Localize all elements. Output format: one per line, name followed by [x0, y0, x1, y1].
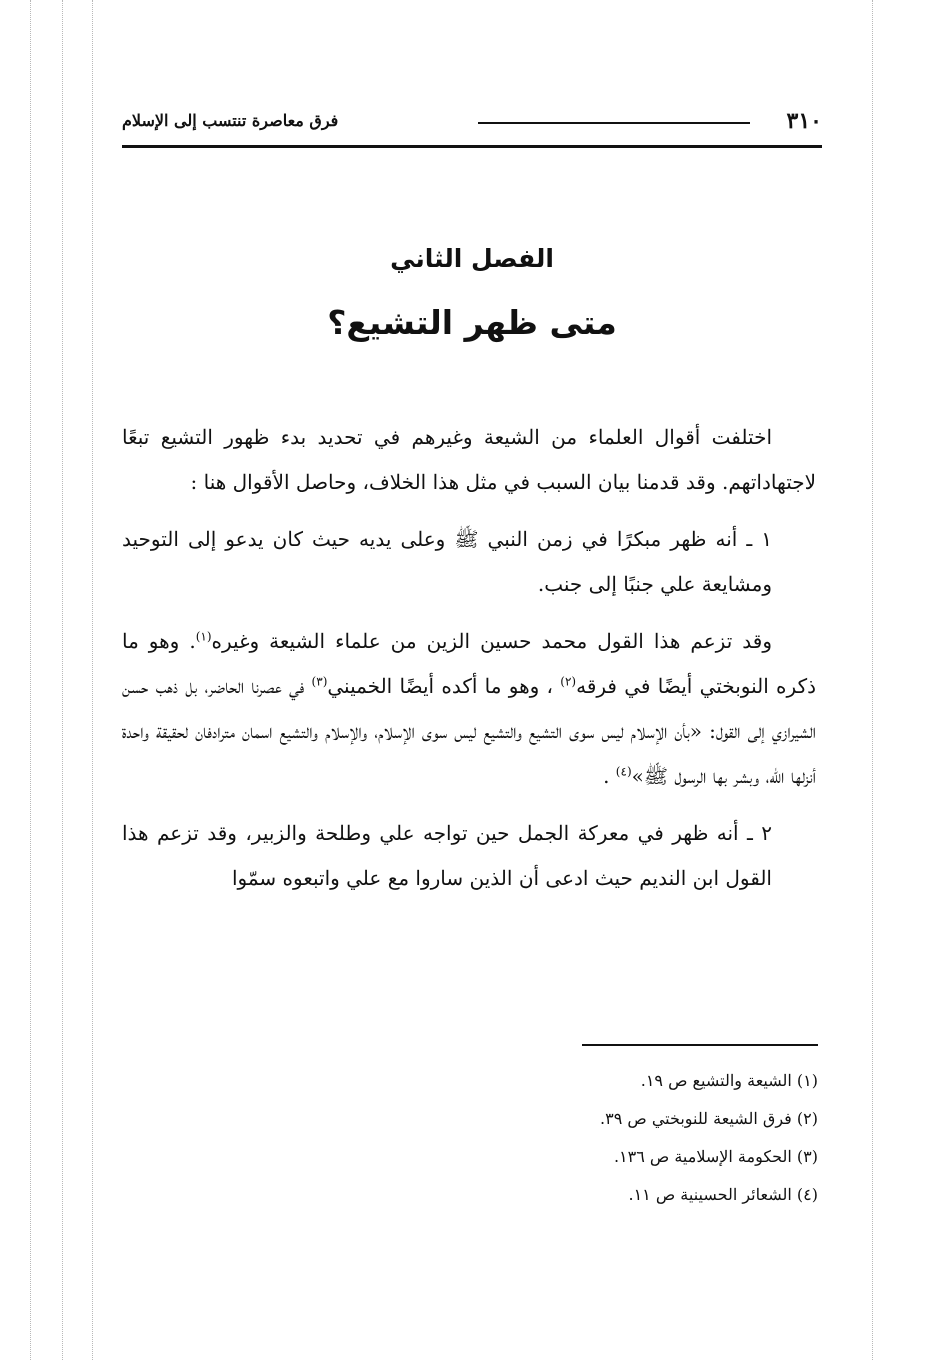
page-header — [122, 108, 822, 136]
paragraph-proponents-part5: . — [603, 764, 610, 788]
paragraph-proponents-part4: في عصرنا الحاضر، بل ذهب حسن الشيرازي إلى القول: «بأن الإسلام ليس سوى التشيع والتشيع ليس سوى الإسلام، والإسلام والتشيع اسمان مترادفان لحقيقة واحدة أنزلها الله، وبشر بها الرسول ﷺ» — [122, 674, 816, 788]
scan-dotted-line-left-outer — [30, 0, 31, 1360]
footnote-ref-1[interactable]: (١) — [195, 629, 212, 644]
footnote-3: (٣) الحكومة الإسلامية ص ١٣٦. — [613, 1147, 818, 1166]
paragraph-proponents-part3: ، وهو ما أكده أيضًا الخميني — [327, 674, 553, 698]
header-dash-line — [478, 122, 750, 124]
paragraph-proponents-part2: . وهو ما ذكره النوبختي أيضًا في فرقه — [122, 629, 816, 698]
running-title: فرق معاصرة تنتسب إلى الإسلام — [122, 111, 339, 130]
footnote-ref-3[interactable]: (٣) — [311, 674, 328, 689]
scan-dotted-line-left-margin — [92, 0, 93, 1360]
paragraph-point-2: ٢ ـ أنه ظهر في معركة الجمل حين تواجه علي وطلحة والزبير، وقد تزعم هذا القول ابن النديم حيث ادعى أن الذين ساروا مع علي واتبعوه سمّوا — [122, 821, 772, 890]
footnote-ref-2[interactable]: (٢) — [560, 674, 577, 689]
chapter-title: متى ظهر التشيع؟ — [327, 303, 617, 342]
footnote-1: (١) الشيعة والتشيع ص ١٩. — [640, 1071, 818, 1090]
footnotes — [122, 1062, 818, 1214]
scan-dotted-line-left-inner — [62, 0, 63, 1360]
page-number: ٣١٠ — [786, 108, 822, 134]
body-text — [122, 415, 816, 913]
chapter-label: الفصل الثاني — [390, 244, 554, 273]
paragraph-proponents-part1: وقد تزعم هذا القول محمد حسين الزين من علماء الشيعة وغيره — [211, 629, 772, 653]
paragraph-point-1: ١ ـ أنه ظهر مبكرًا في زمن النبي ﷺ وعلى يديه حيث كان يدعو إلى التوحيد ومشايعة علي جنبًا إلى جنب. — [122, 527, 772, 596]
header-rule — [122, 145, 822, 148]
paragraph-intro: اختلفت أقوال العلماء من الشيعة وغيرهم في تحديد بدء ظهور التشيع تبعًا لاجتهاداتهم. وقد قدمنا بيان السبب في مثل هذا الخلاف، وحاصل الأقوال هنا : — [122, 425, 816, 494]
paragraph-proponents — [122, 619, 816, 799]
footnote-rule — [582, 1044, 818, 1046]
footnote-ref-4[interactable]: (٤) — [615, 764, 632, 779]
footnote-2: (٢) فرق الشيعة للنوبختي ص ٣٩. — [600, 1109, 818, 1128]
footnote-4: (٤) الشعائر الحسينية ص ١١. — [628, 1185, 818, 1204]
scan-dotted-line-right — [872, 0, 873, 1360]
